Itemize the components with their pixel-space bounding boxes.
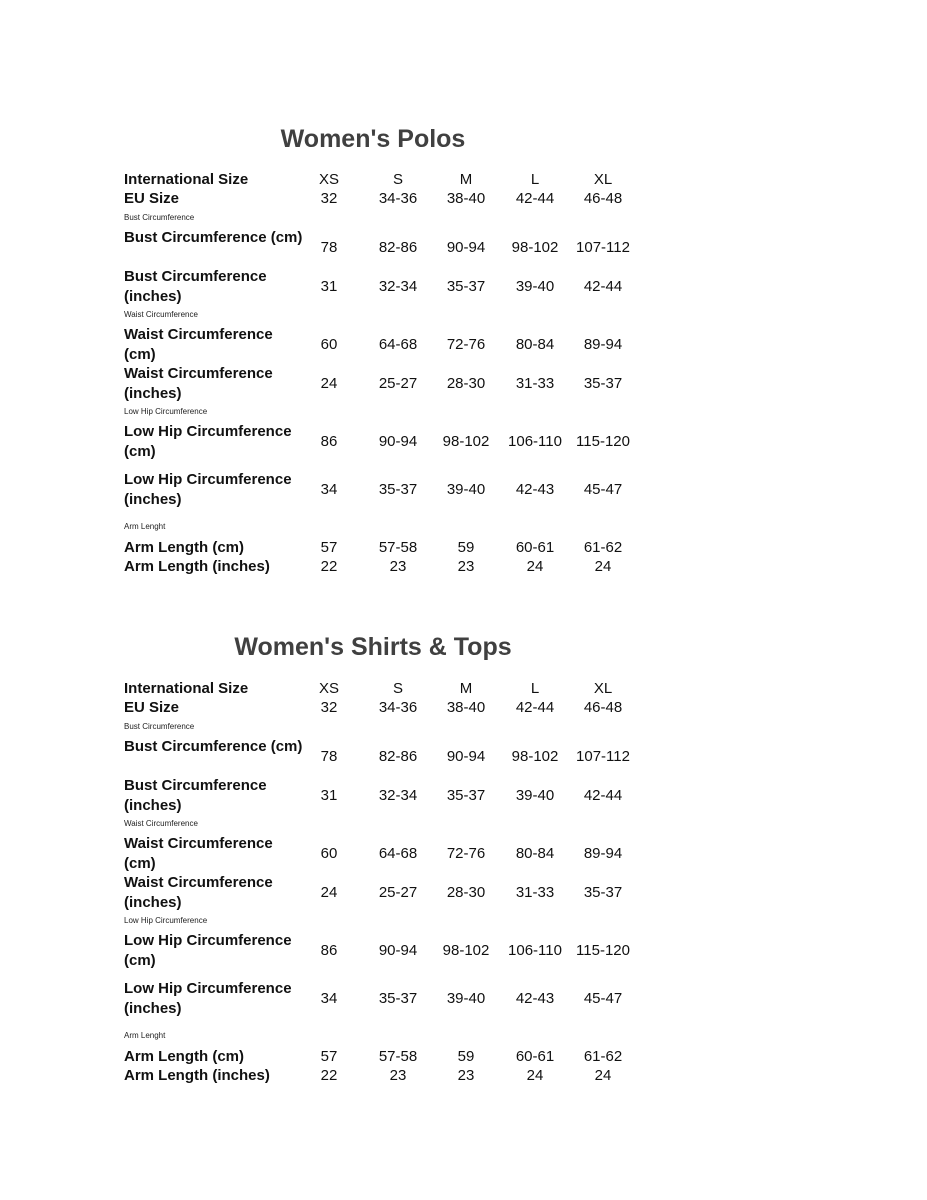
table-cell: 64-68 xyxy=(378,845,418,862)
table-cell: 98-102 xyxy=(442,433,490,450)
table-cell: 46-48 xyxy=(583,190,623,207)
table-cell: 42-43 xyxy=(515,990,555,1007)
table-cell: 90-94 xyxy=(446,748,486,765)
table-cell: 89-94 xyxy=(583,336,623,353)
table-cell: 35-37 xyxy=(378,481,418,498)
table-cell: 61-62 xyxy=(583,1048,623,1065)
size-header-m: M xyxy=(459,171,473,188)
table-cell: 57-58 xyxy=(378,1048,418,1065)
table-cell: 42-44 xyxy=(583,278,623,295)
table-cell: 115-120 xyxy=(576,942,630,959)
table-cell: 115-120 xyxy=(576,433,630,450)
table-cell: 45-47 xyxy=(583,481,623,498)
size-header-xl: XL xyxy=(593,171,613,188)
row-label: Waist Circumference (inches) xyxy=(124,874,273,911)
table-cell: 38-40 xyxy=(446,699,486,716)
row-label: Bust Circumference (cm) xyxy=(124,229,303,246)
table-cell: 42-44 xyxy=(583,787,623,804)
table-cell: 90-94 xyxy=(378,942,418,959)
row-label: Waist Circumference (cm) xyxy=(124,835,273,872)
table-cell: 31-33 xyxy=(515,375,555,392)
row-label: Bust Circumference (cm) xyxy=(124,738,303,755)
table-cell: 98-102 xyxy=(442,942,490,959)
table-cell: 32-34 xyxy=(378,787,418,804)
row-label: Waist Circumference (inches) xyxy=(124,365,273,402)
table-cell: 64-68 xyxy=(378,336,418,353)
row-label: Arm Length (inches) xyxy=(124,558,270,575)
table-cell: 42-44 xyxy=(515,190,555,207)
table-cell: 23 xyxy=(457,1067,475,1084)
table-cell: 72-76 xyxy=(446,845,486,862)
table-cell: 31-33 xyxy=(515,884,555,901)
table-cell: 61-62 xyxy=(583,539,623,556)
table-cell: 25-27 xyxy=(378,884,418,901)
table-cell: 25-27 xyxy=(378,375,418,392)
table-cell: 34-36 xyxy=(378,699,418,716)
table-cell: 90-94 xyxy=(446,239,486,256)
section-caption-hip: Low Hip Circumference xyxy=(124,916,208,925)
table-cell: 60-61 xyxy=(515,539,555,556)
table-cell: 23 xyxy=(457,558,475,575)
table-cell: 39-40 xyxy=(446,990,486,1007)
table-cell: 57 xyxy=(320,539,338,556)
row-label: Low Hip Circumference (cm) xyxy=(124,423,292,460)
row-label: Arm Length (cm) xyxy=(124,539,244,556)
table-cell: 39-40 xyxy=(515,787,555,804)
row-label: EU Size xyxy=(124,699,180,716)
table-cell: 39-40 xyxy=(515,278,555,295)
table-cell: 35-37 xyxy=(446,278,486,295)
section-caption-waist: Waist Circumference xyxy=(124,819,198,828)
table-cell: 42-44 xyxy=(515,699,555,716)
size-header-xl: XL xyxy=(593,680,613,697)
row-label: International Size xyxy=(124,171,249,188)
row-label: International Size xyxy=(124,680,249,697)
table-cell: 24 xyxy=(594,558,612,575)
table-cell: 57-58 xyxy=(378,539,418,556)
table-cell: 98-102 xyxy=(511,239,559,256)
row-label: Arm Length (inches) xyxy=(124,1067,270,1084)
table-cell: 106-110 xyxy=(508,942,562,959)
row-label: Bust Circumference (inches) xyxy=(124,268,267,305)
table-cell: 60-61 xyxy=(515,1048,555,1065)
table-cell: 86 xyxy=(320,433,338,450)
table-cell: 28-30 xyxy=(446,884,486,901)
section-caption-bust: Bust Circumference xyxy=(124,722,195,731)
table-cell: 35-37 xyxy=(378,990,418,1007)
table-cell: 82-86 xyxy=(378,239,418,256)
table-cell: 24 xyxy=(320,375,338,392)
table-cell: 34 xyxy=(320,990,338,1007)
section-caption-arm: Arm Lenght xyxy=(124,522,166,531)
size-header-l: L xyxy=(530,680,540,697)
section-caption-waist: Waist Circumference xyxy=(124,310,198,319)
table-cell: 78 xyxy=(320,239,338,256)
table-cell: 24 xyxy=(594,1067,612,1084)
table-title-polos: Women's Polos xyxy=(280,125,466,153)
table-cell: 80-84 xyxy=(515,336,555,353)
table-cell: 89-94 xyxy=(583,845,623,862)
table-cell: 45-47 xyxy=(583,990,623,1007)
table-cell: 24 xyxy=(526,558,544,575)
section-caption-arm: Arm Lenght xyxy=(124,1031,166,1040)
table-cell: 107-112 xyxy=(576,748,630,765)
table-cell: 38-40 xyxy=(446,190,486,207)
table-cell: 86 xyxy=(320,942,338,959)
table-cell: 42-43 xyxy=(515,481,555,498)
table-cell: 24 xyxy=(526,1067,544,1084)
table-cell: 59 xyxy=(457,539,475,556)
table-cell: 39-40 xyxy=(446,481,486,498)
size-header-m: M xyxy=(459,680,473,697)
table-cell: 107-112 xyxy=(576,239,630,256)
table-cell: 106-110 xyxy=(508,433,562,450)
table-cell: 80-84 xyxy=(515,845,555,862)
section-caption-hip: Low Hip Circumference xyxy=(124,407,208,416)
row-label: Bust Circumference (inches) xyxy=(124,777,267,814)
table-cell: 60 xyxy=(320,845,338,862)
size-header-xs: XS xyxy=(318,680,339,697)
table-cell: 35-37 xyxy=(446,787,486,804)
size-header-l: L xyxy=(530,171,540,188)
section-caption-bust: Bust Circumference xyxy=(124,213,195,222)
table-cell: 35-37 xyxy=(583,884,623,901)
table-cell: 35-37 xyxy=(583,375,623,392)
row-label: Low Hip Circumference (cm) xyxy=(124,932,292,969)
table-cell: 24 xyxy=(320,884,338,901)
size-header-xs: XS xyxy=(318,171,339,188)
table-cell: 28-30 xyxy=(446,375,486,392)
table-cell: 32-34 xyxy=(378,278,418,295)
table-cell: 78 xyxy=(320,748,338,765)
table-cell: 98-102 xyxy=(511,748,559,765)
table-cell: 34-36 xyxy=(378,190,418,207)
table-cell: 34 xyxy=(320,481,338,498)
table-cell: 22 xyxy=(320,558,338,575)
size-header-s: S xyxy=(392,171,403,188)
row-label: EU Size xyxy=(124,190,180,207)
table-cell: 23 xyxy=(389,1067,407,1084)
table-cell: 46-48 xyxy=(583,699,623,716)
table-cell: 60 xyxy=(320,336,338,353)
table-cell: 23 xyxy=(389,558,407,575)
table-cell: 72-76 xyxy=(446,336,486,353)
table-cell: 31 xyxy=(320,278,338,295)
row-label: Arm Length (cm) xyxy=(124,1048,244,1065)
table-cell: 82-86 xyxy=(378,748,418,765)
table-cell: 31 xyxy=(320,787,338,804)
row-label: Low Hip Circumference (inches) xyxy=(124,471,292,508)
row-label: Waist Circumference (cm) xyxy=(124,326,273,363)
table-cell: 32 xyxy=(320,190,338,207)
row-label: Low Hip Circumference (inches) xyxy=(124,980,292,1017)
size-header-s: S xyxy=(392,680,403,697)
table-cell: 57 xyxy=(320,1048,338,1065)
table-title-shirts-tops: Women's Shirts & Tops xyxy=(234,633,512,661)
table-cell: 90-94 xyxy=(378,433,418,450)
table-cell: 22 xyxy=(320,1067,338,1084)
table-cell: 32 xyxy=(320,699,338,716)
table-cell: 59 xyxy=(457,1048,475,1065)
